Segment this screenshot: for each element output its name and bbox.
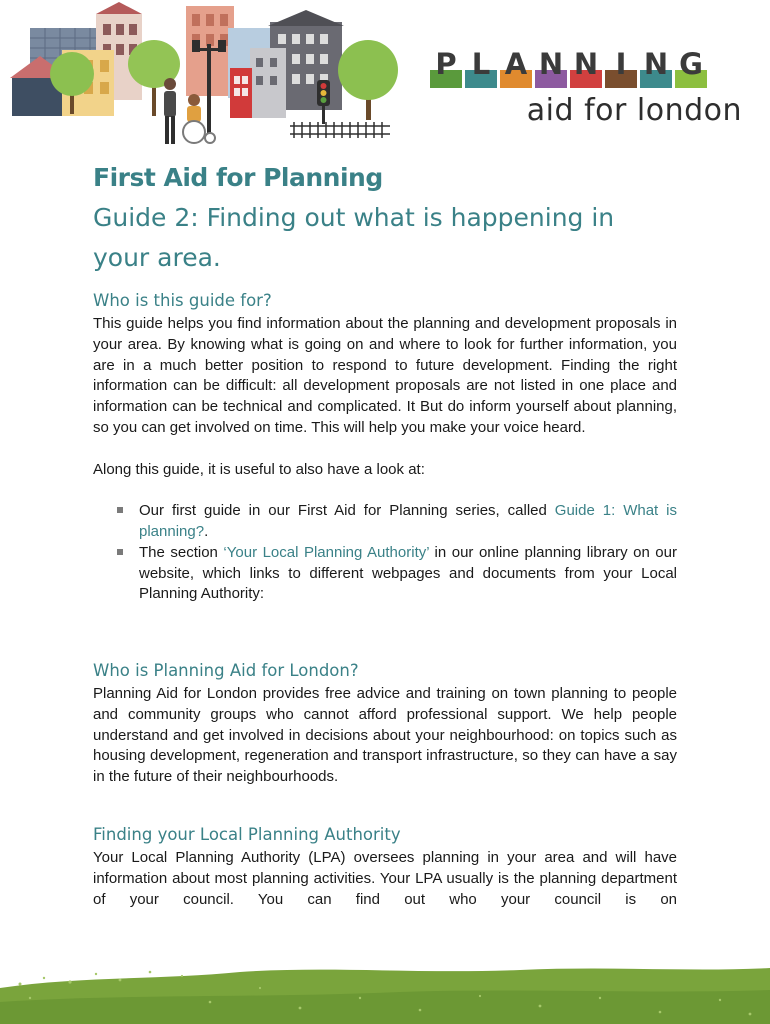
logo-letter: A xyxy=(500,48,532,88)
logo-letter: L xyxy=(465,48,497,88)
related-links-list xyxy=(93,501,677,605)
railings xyxy=(290,122,390,138)
logo-letter: P xyxy=(430,48,462,88)
list-item: Our first guide in our First Aid for Planning series, called Guide 1: What is planning?. xyxy=(139,501,677,543)
section-heading: Finding your Local Planning Authority xyxy=(93,825,401,844)
bullet-square-icon xyxy=(117,507,123,513)
section-heading: Who is this guide for? xyxy=(93,291,272,310)
document-subtitle xyxy=(93,198,677,278)
guide-1-link[interactable]: Guide 1: What is planning? xyxy=(139,502,677,540)
title-block xyxy=(93,160,677,278)
logo-letter: G xyxy=(675,48,707,88)
logo-subtitle: aid for london xyxy=(526,93,742,128)
section-body: Your Local Planning Authority (LPA) oversees planning in your area and will have information about most planning activities. Your LPA usually is the planning department of your council. You can find out who your council is on xyxy=(93,849,677,908)
logo-letter: N xyxy=(535,48,567,88)
section-who-pafl xyxy=(93,660,677,788)
lpa-library-link[interactable]: ‘Your Local Planning Authority’ xyxy=(223,543,430,561)
section-body: This guide helps you find information about the planning and development proposals in your area. By knowing what is going on and where to look for further information, you are in a much better position to respond to future development. Finding the right information can be difficult: all development proposals are not listed in one place and information can be technical and complicated. It But do inform yourself about planning, so you can get involved on time. This will help you make your voice heard. xyxy=(93,315,677,436)
subtitle-line: Guide 2: Finding out what is happening in xyxy=(93,203,615,232)
planning-aid-logo xyxy=(430,48,750,130)
footer-grass-band xyxy=(0,958,770,1024)
traffic-light xyxy=(317,80,330,124)
section-body: Planning Aid for London provides free advice and training on town planning to people and community groups who cannot afford professional support. We help people understand and get involved in decisions about your neighbourhood: on topics such as housing development, regeneration and transport infrastructure, so they can have a say in the future of their neighbourhoods. xyxy=(93,685,677,786)
section-find-lpa xyxy=(93,824,677,910)
logo-letter: I xyxy=(605,48,637,88)
bullet-square-icon xyxy=(117,549,123,555)
document-title: First Aid for Planning xyxy=(93,163,383,192)
list-item: The section ‘Your Local Planning Authority’ in our online planning library on our website, which links to different webpages and documents from your Local Planning Authority: xyxy=(139,543,677,605)
logo-letters xyxy=(430,48,750,88)
subtitle-line: your area. xyxy=(93,243,221,272)
section-heading: Who is Planning Aid for London? xyxy=(93,661,359,680)
street-illustration xyxy=(0,0,420,150)
logo-letter: N xyxy=(640,48,672,88)
also-intro: Along this guide, it is useful to also have a look at: xyxy=(93,460,425,478)
tree-right xyxy=(338,40,398,120)
phone-box xyxy=(230,68,252,118)
section-who-for xyxy=(93,290,677,605)
person-standing xyxy=(164,78,176,144)
logo-letter: N xyxy=(570,48,602,88)
